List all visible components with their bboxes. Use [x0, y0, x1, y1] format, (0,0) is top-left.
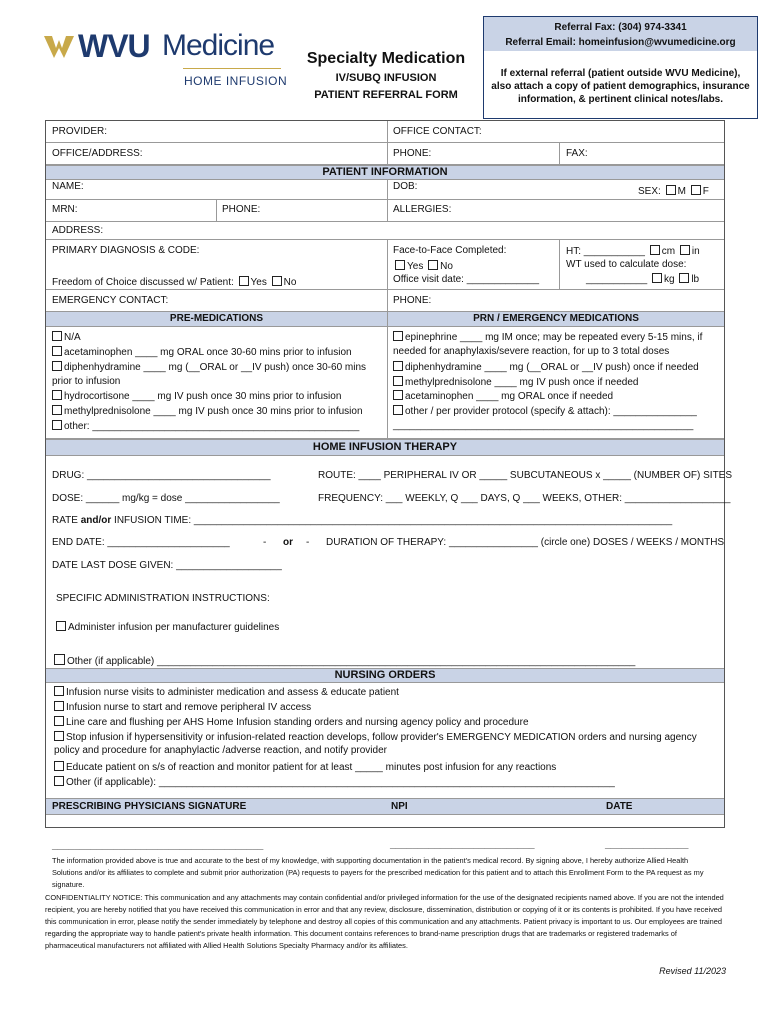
foc-yes-checkbox[interactable]: [239, 276, 249, 286]
name-row: [46, 180, 724, 200]
emergency-phone-field[interactable]: PHONE:: [393, 295, 432, 306]
prn-item-diphenhydramine[interactable]: diphenhydramine ____ mg (__ORAL or __IV push) once if needed: [391, 361, 699, 373]
prn-item-acetaminophen[interactable]: acetaminophen ____ mg ORAL once if needed: [391, 390, 613, 402]
mrn-field[interactable]: MRN:: [52, 204, 78, 215]
referral-box: [483, 16, 758, 119]
weight-field: [586, 273, 699, 285]
referral-note: [484, 67, 757, 106]
subtitle-line-2: PATIENT REFERRAL FORM: [314, 89, 458, 101]
premed-item-other[interactable]: other: ________________________________________________: [50, 420, 359, 432]
prn-item-methylprednisolone[interactable]: methylprednisolone ____ mg IV push once if needed: [391, 376, 639, 388]
nursing-item-stop-infusion-cont: policy and procedure for anaphylactic /adverse reaction, and notify provider: [54, 745, 387, 756]
nursing-item-stop-infusion[interactable]: Stop infusion if hypersensitivity or infusion-related reaction develops, follow provider's EMERGENCY MEDICATION orders and nursing agency: [52, 731, 697, 743]
f2f-yes-label: Yes: [407, 261, 424, 272]
referral-note-3: information, & pertinent clinical notes/labs.: [517, 94, 724, 105]
referral-contact: [484, 17, 757, 51]
or-label: or: [283, 537, 293, 548]
referral-note-1: If external referral (patient outside WVU Medicine),: [500, 68, 741, 79]
sex-field: [638, 185, 709, 197]
height-field: [566, 245, 700, 257]
therapy-header: HOME INFUSION THERAPY: [46, 439, 724, 456]
date-line[interactable]: _______________: [605, 839, 689, 850]
dose-field[interactable]: DOSE: ______ mg/kg = dose _________________: [52, 493, 280, 504]
allergies-field[interactable]: ALLERGIES:: [393, 204, 452, 215]
prn-item-epinephrine[interactable]: epinephrine ____ mg IM once; may be repeated every 5-15 mins, if: [391, 331, 702, 343]
diagnosis-row: [46, 240, 724, 290]
referral-email: Referral Email: homeinfusion@wvumedicine.org: [505, 37, 736, 48]
duration-field[interactable]: DURATION OF THERAPY: ________________ (circle one) DOSES / WEEKS / MONTHS: [326, 537, 725, 548]
office-row: [46, 143, 724, 165]
premed-item-na[interactable]: N/A: [50, 331, 81, 343]
foc-label: Freedom of Choice discussed w/ Patient:: [52, 277, 234, 288]
form-title: Specialty Medication: [306, 50, 466, 67]
wt-label: WT used to calculate dose:: [566, 259, 687, 270]
frequency-field[interactable]: FREQUENCY: ___ WEEKLY, Q ___ DAYS, Q ___ WEEKS, OTHER: ___________________: [318, 493, 731, 504]
specific-instructions-label: SPECIFIC ADMINISTRATION INSTRUCTIONS:: [56, 593, 270, 604]
office-fax-field[interactable]: FAX:: [566, 148, 588, 159]
end-date-field[interactable]: END DATE: ______________________: [52, 537, 230, 548]
ht-label[interactable]: HT: ___________: [566, 246, 645, 257]
foc-yes-label: Yes: [250, 277, 267, 288]
provider-field[interactable]: PROVIDER:: [52, 126, 108, 137]
lb-label: lb: [691, 274, 700, 285]
nursing-item-other[interactable]: Other (if applicable): __________________________________________________________________________________: [52, 776, 615, 788]
end-date-dash-1: -: [263, 537, 267, 548]
end-date-dash-2: -: [306, 537, 310, 548]
npi-line[interactable]: __________________________: [390, 839, 535, 850]
referral-note-2: also attach a copy of patient demographics, insurance: [491, 81, 750, 92]
office-address-field[interactable]: OFFICE/ADDRESS:: [52, 148, 143, 159]
per-mfr-option[interactable]: Administer infusion per manufacturer guidelines: [54, 621, 279, 633]
confidentiality-notice: CONFIDENTIALITY NOTICE: This communication and any attachments may contain confidential and/or privileged information for the use of the designated recipients named above. If you are not the intended recipient, you are hereby notified that you have received this communication in error and that any review, disclosure, dissemination, distribution or copying of it or its contents is prohibited. If you have received this communication in error, please notify the sender immediately by telephone and destroy all copies of this communication and any attachments. Patient privacy is important to us. Our employees are trained regarding the appropriate way to handle patient's private health information. This document contains references to brand-name prescription drugs that are trademarks or registered trademarks of pharmaceutical manufacturers not affiliated with Allied Health Solutions Specialty Pharmacy and/or its affiliates.: [45, 893, 724, 950]
prn-item-other[interactable]: other / per provider protocol (specify & attach): _______________: [391, 405, 697, 417]
nursing-item-visits[interactable]: Infusion nurse visits to administer medication and assess & educate patient: [52, 686, 399, 698]
premed-item-hydrocortisone[interactable]: hydrocortisone ____ mg IV push once 30 mins prior to infusion: [50, 390, 341, 402]
therapy-other-checkbox: [54, 654, 65, 665]
prn-header: PRN / EMERGENCY MEDICATIONS: [387, 312, 724, 327]
office-phone-field[interactable]: PHONE:: [393, 148, 432, 159]
f2f-yes-checkbox[interactable]: [395, 260, 405, 270]
provider-row: [46, 121, 724, 143]
dob-field[interactable]: DOB:: [393, 181, 418, 192]
per-mfr-checkbox: [56, 621, 66, 631]
lb-checkbox[interactable]: [679, 273, 689, 283]
referral-fax: Referral Fax: (304) 974-3341: [554, 22, 687, 33]
diagnosis-field[interactable]: PRIMARY DIAGNOSIS & CODE:: [52, 245, 200, 256]
f2f-options: [393, 260, 453, 272]
nursing-header: NURSING ORDERS: [46, 668, 724, 683]
sex-m-label: M: [677, 186, 686, 197]
logo-divider: [183, 68, 281, 69]
subtitle-line-1: IV/SUBQ INFUSION: [335, 72, 437, 84]
foc-no-label: No: [283, 277, 297, 288]
office-visit-date[interactable]: Office visit date: _____________: [393, 274, 540, 285]
form-subtitle: [296, 70, 476, 104]
sex-f-label: F: [702, 186, 709, 197]
f2f-label: Face-to-Face Completed:: [393, 245, 507, 256]
wvu-medicine-logo: [44, 26, 284, 70]
nursing-item-line-care[interactable]: Line care and flushing per AHS Home Infusion standing orders and nursing agency policy and procedure: [52, 716, 529, 728]
rate-field[interactable]: RATE and/or INFUSION TIME: ______________________________________________________________________________________: [52, 515, 673, 526]
wt-line[interactable]: ___________: [586, 274, 648, 285]
prn-item-other-line[interactable]: ______________________________________________________: [393, 420, 694, 431]
office-contact-field[interactable]: OFFICE CONTACT:: [393, 126, 482, 137]
premed-item-methylprednisolone[interactable]: methylprednisolone ____ mg IV push once 30 mins prior to infusion: [50, 405, 363, 417]
therapy-other-option[interactable]: Other (if applicable) ______________________________________________________________________________________: [52, 654, 635, 667]
sex-m-checkbox[interactable]: [666, 185, 676, 195]
premed-header: PRE-MEDICATIONS: [46, 312, 387, 327]
drug-field[interactable]: DRUG: _________________________________: [52, 470, 271, 481]
kg-label: kg: [663, 274, 675, 285]
prn-item-epinephrine-cont: needed for anaphylaxis/severe reaction, for up to 3 total doses: [393, 346, 670, 357]
wv-flying-logo-icon: [44, 34, 74, 60]
revised-date: Revised 11/2023: [659, 966, 726, 976]
npi-label: NPI: [391, 801, 408, 812]
freedom-of-choice: [52, 276, 296, 288]
referral-form: [45, 120, 733, 851]
premed-item-diphenhydramine[interactable]: diphenhydramine ____ mg (__ORAL or __IV push) once 30-60 mins: [50, 361, 366, 373]
attestation-text: The information provided above is true and accurate to the best of my knowledge, with supporting documentation in the patient's medical record. By signing above, I hereby authorize Allied Health Solutions and/or its affiliates to complete and submit prior authorization (PA) requests to payers for the prescribed medication for this patient and to attach this Enrollment Form to the PA request as my signature.: [52, 856, 704, 889]
logo-wvu-text: WVU: [78, 28, 150, 64]
patient-phone-field[interactable]: PHONE:: [222, 204, 261, 215]
sex-f-checkbox[interactable]: [691, 185, 701, 195]
patient-info-header: PATIENT INFORMATION: [46, 165, 724, 180]
mrn-row: [46, 200, 724, 222]
name-field[interactable]: NAME:: [52, 181, 84, 192]
cm-checkbox[interactable]: [650, 245, 660, 255]
address-row: [46, 222, 724, 240]
premed-item-diphenhydramine-cont: prior to infusion: [52, 376, 121, 387]
home-infusion-label: HOME INFUSION: [184, 74, 288, 88]
emergency-contact-field[interactable]: EMERGENCY CONTACT:: [52, 295, 169, 306]
nursing-item-educate[interactable]: Educate patient on s/s of reaction and monitor patient for at least _____ minutes post infusion for any reactions: [52, 761, 556, 773]
in-checkbox[interactable]: [680, 245, 690, 255]
premed-item-acetaminophen[interactable]: acetaminophen ____ mg ORAL once 30-60 mins prior to infusion: [50, 346, 352, 358]
f2f-no-checkbox[interactable]: [428, 260, 438, 270]
signature-header: [46, 798, 724, 815]
route-field[interactable]: ROUTE: ____ PERIPHERAL IV OR _____ SUBCUTANEOUS x _____ (NUMBER OF) SITES: [318, 470, 733, 481]
foc-no-checkbox[interactable]: [272, 276, 282, 286]
medications-block: [46, 327, 724, 439]
signature-label: PRESCRIBING PHYSICIANS SIGNATURE: [52, 801, 247, 812]
last-dose-field[interactable]: DATE LAST DOSE GIVEN: ___________________: [52, 560, 282, 571]
cm-label: cm: [661, 246, 676, 257]
nursing-item-iv-access[interactable]: Infusion nurse to start and remove peripheral IV access: [52, 701, 311, 713]
date-label: DATE: [606, 801, 633, 812]
logo-medicine-text: Medicine: [162, 29, 275, 62]
sex-label: SEX:: [638, 186, 661, 197]
emergency-row: [46, 290, 724, 312]
kg-checkbox[interactable]: [652, 273, 662, 283]
f2f-no-label: No: [440, 261, 453, 272]
signature-line[interactable]: ______________________________________: [52, 840, 264, 851]
in-label: in: [691, 246, 700, 257]
address-field[interactable]: ADDRESS:: [52, 225, 104, 236]
